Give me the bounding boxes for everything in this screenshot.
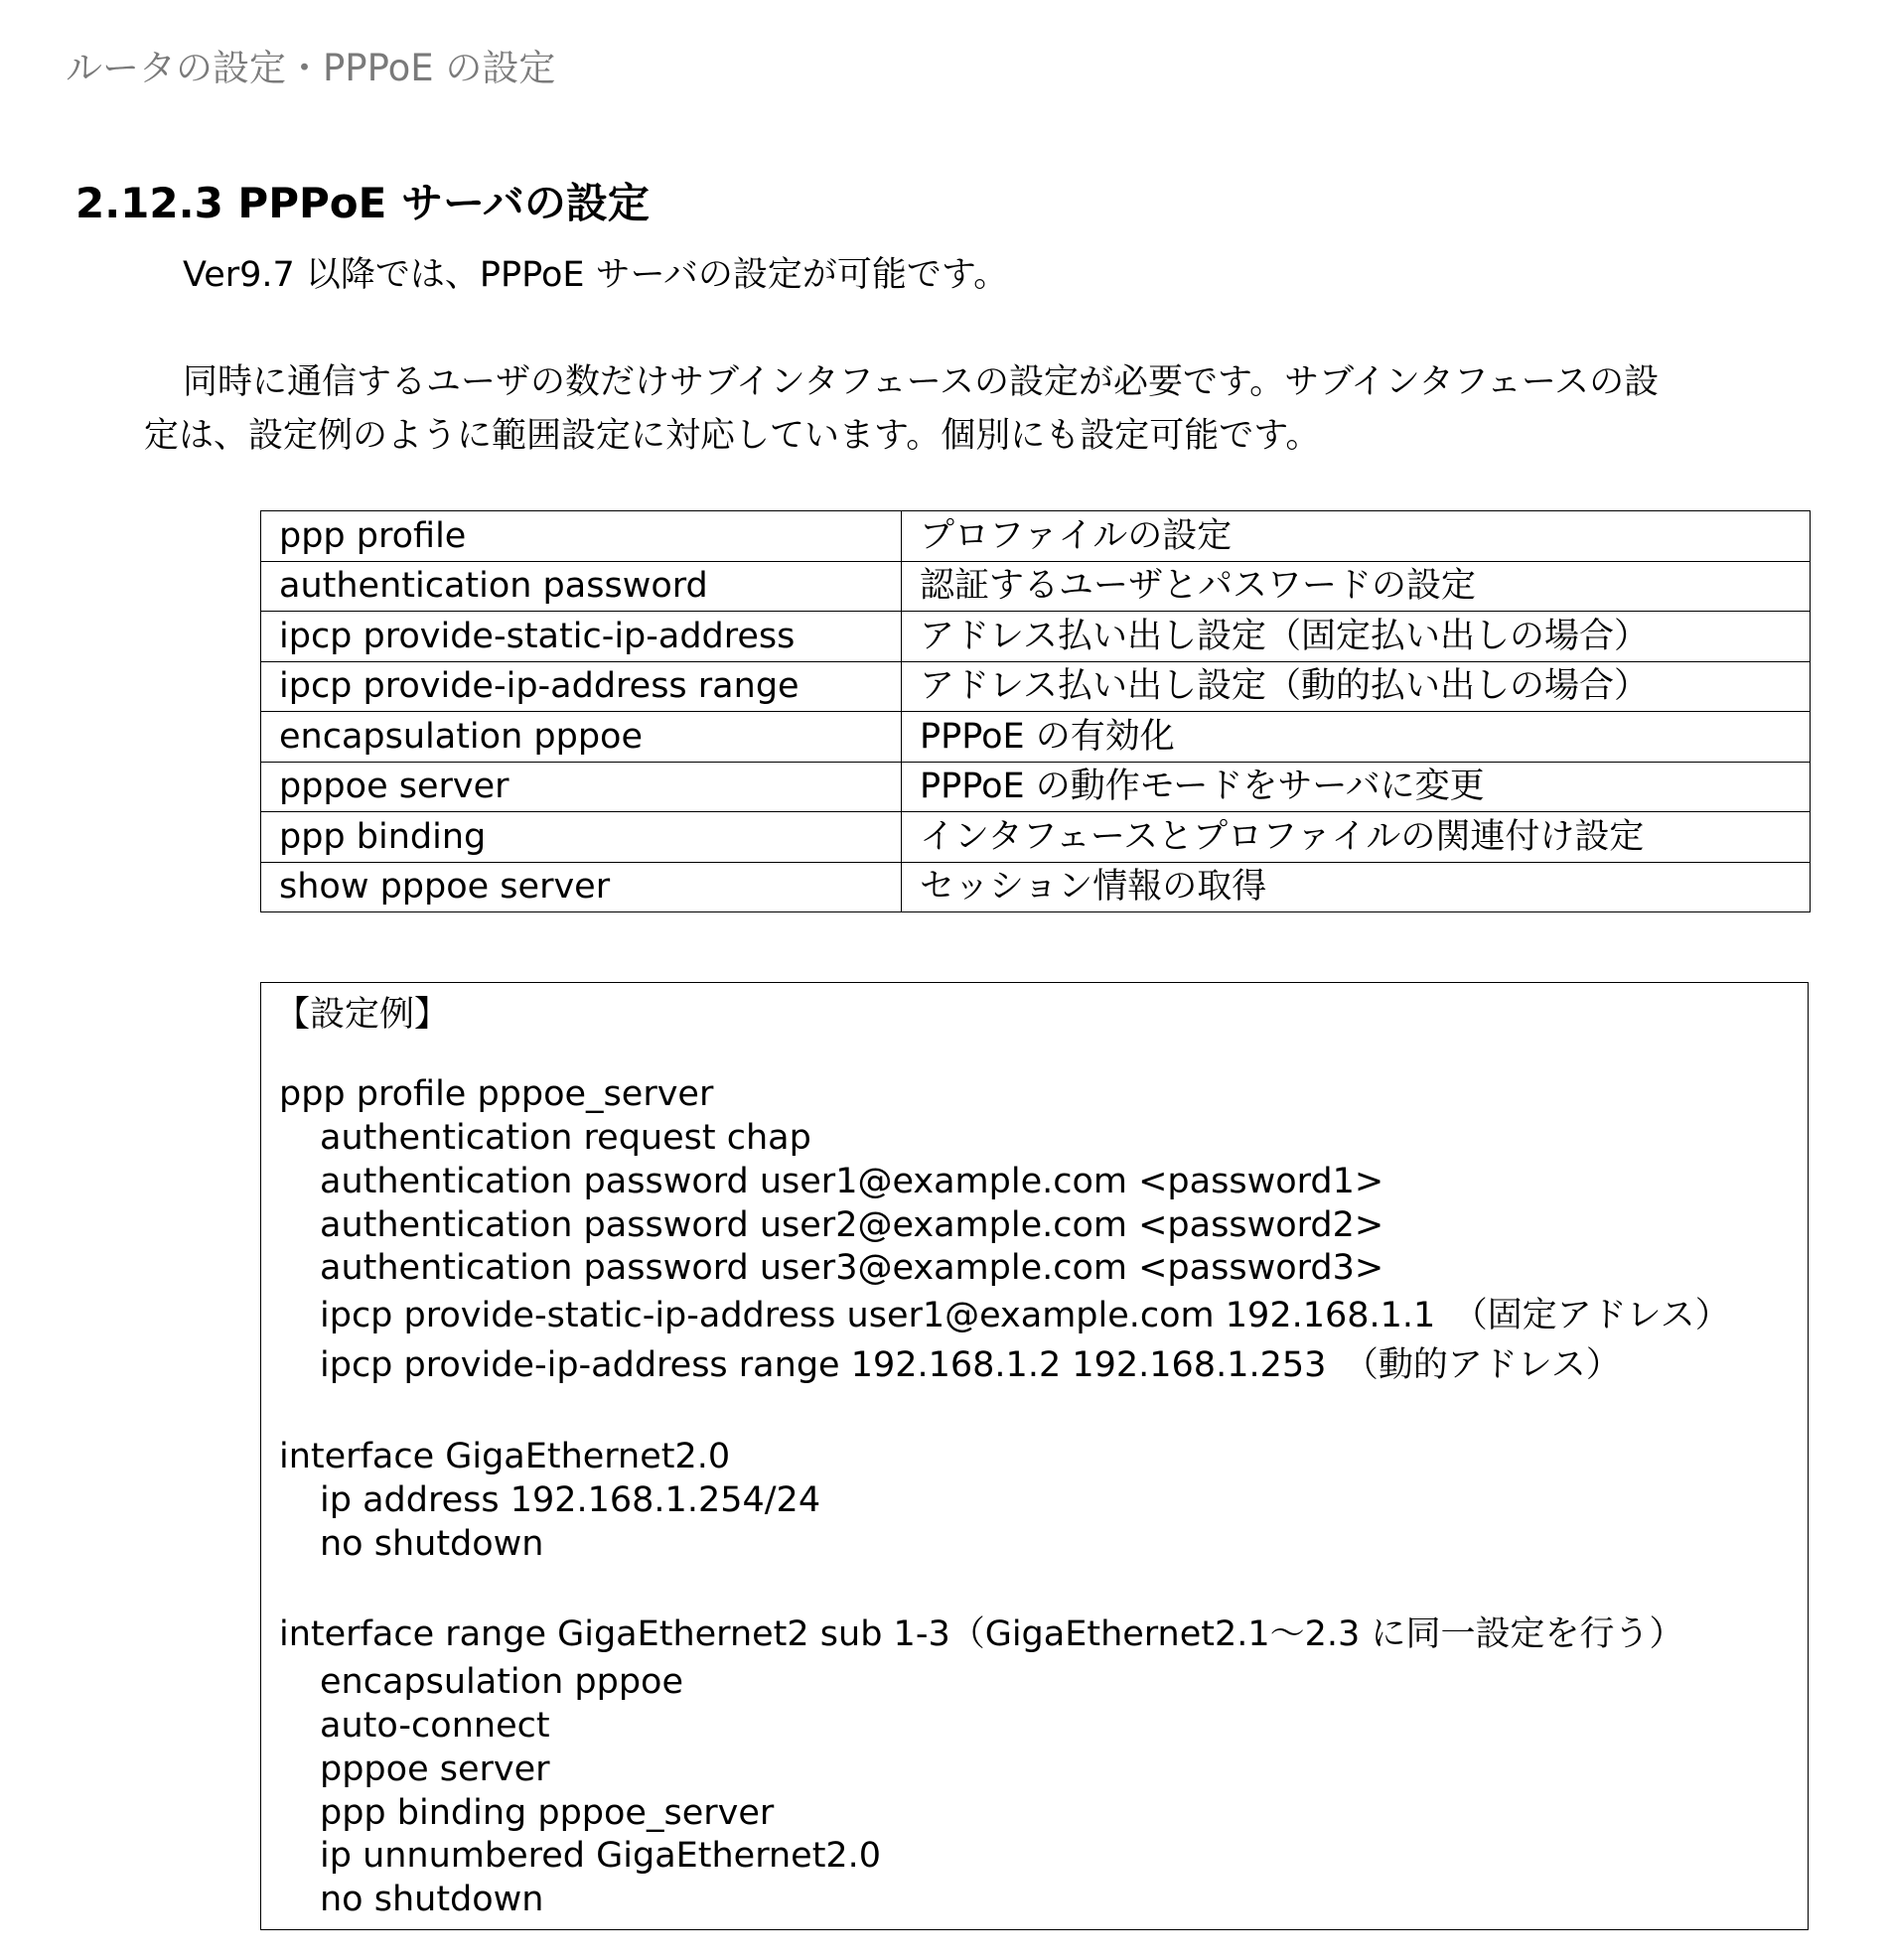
config-example-box xyxy=(260,982,1809,1930)
description-cell: インタフェースとプロファイルの関連付け設定 xyxy=(902,812,1811,863)
config-line: ip unnumbered GigaEthernet2.0 xyxy=(320,1836,882,1876)
detail-paragraph-line-1: 同時に通信するユーザの数だけサブインタフェースの設定が必要です。サブインタフェースの設 xyxy=(183,362,1660,402)
description-cell: アドレス払い出し設定（動的払い出しの場合） xyxy=(902,661,1811,712)
config-line: no shutdown xyxy=(320,1880,544,1919)
example-heading: 【設定例】 xyxy=(275,995,450,1035)
description-cell: PPPoE の動作モードをサーバに変更 xyxy=(902,762,1811,812)
config-line: ip address 192.168.1.254/24 xyxy=(320,1480,821,1520)
config-line: pppoe server xyxy=(320,1750,550,1789)
config-line: interface GigaEthernet2.0 xyxy=(279,1437,731,1476)
running-header: ルータの設定・PPPoE の設定 xyxy=(66,47,556,89)
config-line: ipcp provide-static-ip-address user1@example.com 192.168.1.1 （固定アドレス） xyxy=(320,1296,1730,1335)
config-line: encapsulation pppoe xyxy=(320,1662,683,1702)
command-cell: pppoe server xyxy=(261,762,902,812)
description-cell: PPPoE の有効化 xyxy=(902,712,1811,763)
command-cell: authentication password xyxy=(261,561,902,612)
config-line: auto-connect xyxy=(320,1706,550,1746)
description-cell: セッション情報の取得 xyxy=(902,862,1811,912)
table-row xyxy=(261,612,1811,662)
config-line: ppp binding pppoe_server xyxy=(320,1793,775,1833)
table-row xyxy=(261,561,1811,612)
command-cell: encapsulation pppoe xyxy=(261,712,902,763)
description-cell: 認証するユーザとパスワードの設定 xyxy=(902,561,1811,612)
table-row xyxy=(261,661,1811,712)
command-cell: show pppoe server xyxy=(261,862,902,912)
table-row xyxy=(261,762,1811,812)
table-row xyxy=(261,862,1811,912)
command-table xyxy=(260,510,1811,912)
table-row xyxy=(261,712,1811,763)
table-row xyxy=(261,511,1811,562)
config-line: no shutdown xyxy=(320,1524,544,1564)
command-cell: ipcp provide-ip-address range xyxy=(261,661,902,712)
command-cell: ppp binding xyxy=(261,812,902,863)
intro-paragraph: Ver9.7 以降では、PPPoE サーバの設定が可能です。 xyxy=(183,255,1009,295)
detail-paragraph-line-2: 定は、設定例のように範囲設定に対応しています。個別にも設定可能です。 xyxy=(144,416,1321,456)
command-cell: ppp profile xyxy=(261,511,902,562)
config-line: ppp profile pppoe_server xyxy=(279,1074,714,1114)
description-cell: アドレス払い出し設定（固定払い出しの場合） xyxy=(902,612,1811,662)
table-row xyxy=(261,812,1811,863)
config-line: authentication password user1@example.com <password1> xyxy=(320,1162,1384,1201)
command-cell: ipcp provide-static-ip-address xyxy=(261,612,902,662)
config-line: ipcp provide-ip-address range 192.168.1.2 192.168.1.253 （動的アドレス） xyxy=(320,1345,1621,1385)
config-line: authentication password user2@example.com <password2> xyxy=(320,1205,1384,1245)
config-line: authentication request chap xyxy=(320,1118,811,1158)
section-title: 2.12.3 PPPoE サーバの設定 xyxy=(75,179,650,227)
description-cell: プロファイルの設定 xyxy=(902,511,1811,562)
config-line: interface range GigaEthernet2 sub 1-3（GigaEthernet2.1～2.3 に同一設定を行う） xyxy=(279,1614,1684,1654)
config-line: authentication password user3@example.com <password3> xyxy=(320,1248,1384,1288)
